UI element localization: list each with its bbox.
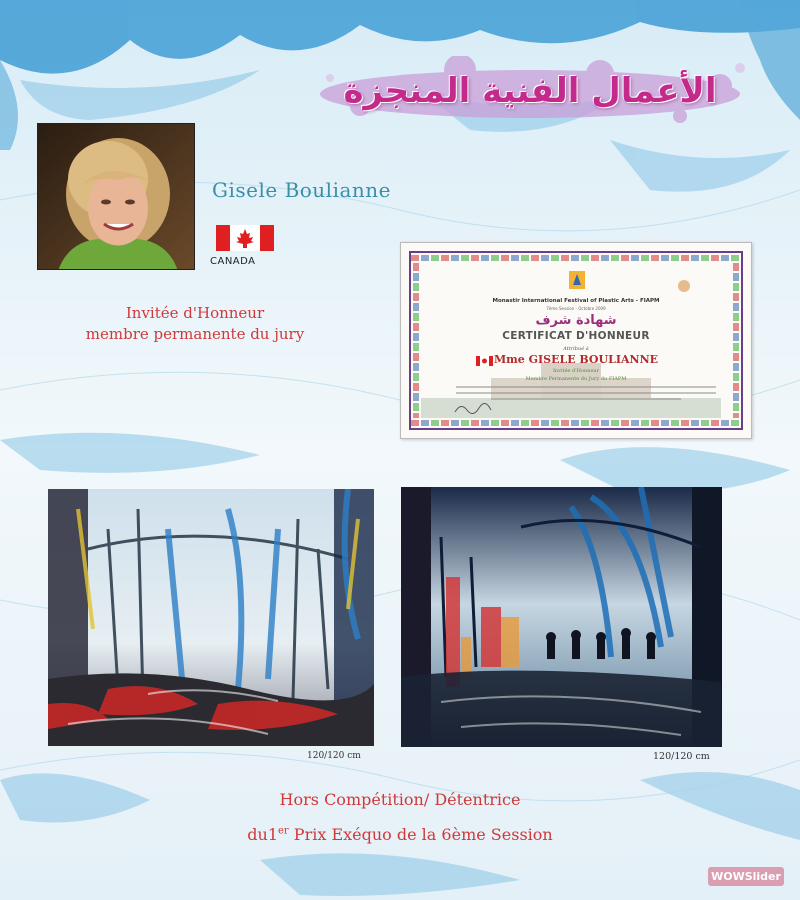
artist-portrait bbox=[37, 123, 195, 270]
certificate-flags-top bbox=[411, 255, 741, 261]
award-suffix: Prix Exéquo de la 6ème Session bbox=[288, 825, 553, 844]
festival-logo-icon bbox=[567, 269, 587, 291]
certificate-text-line bbox=[491, 398, 681, 400]
certificate-flags-bottom bbox=[411, 420, 741, 426]
certificate-signature-icon bbox=[453, 400, 493, 418]
certificate-attributed: Attribué à bbox=[563, 346, 589, 352]
role-line-2: membre permanente du jury bbox=[85, 325, 305, 343]
certificate-text-line bbox=[456, 392, 716, 394]
page-title bbox=[300, 56, 760, 126]
title-text: الأعمال الفنية المنجزة bbox=[343, 71, 717, 111]
wowslider-watermark[interactable]: WOWSlider bbox=[708, 867, 784, 886]
portrait-image bbox=[38, 124, 195, 270]
certificate-title: CERTIFICAT D'HONNEUR bbox=[502, 330, 650, 342]
role-line-1: Invitée d'Honneur bbox=[125, 304, 265, 322]
certificate-seal-icon bbox=[677, 279, 691, 293]
certificate-text-line bbox=[456, 386, 716, 388]
painting-2-dimensions: 120/120 cm bbox=[653, 751, 710, 762]
certificate-recipient: Mme GISELE BOULIANNE bbox=[493, 353, 659, 366]
honor-certificate bbox=[400, 242, 752, 439]
certificate-session: 7ème Session - Octobre 2009 bbox=[546, 306, 606, 311]
country-label: CANADA bbox=[210, 256, 256, 267]
award-prefix: du1 bbox=[247, 825, 279, 844]
award-line-2 bbox=[180, 825, 620, 844]
certificate-role-2: Membre Permanente du Jury du FIAPM bbox=[525, 376, 627, 382]
painting-1-dimensions: 120/120 cm bbox=[307, 751, 361, 761]
artist-role bbox=[40, 303, 350, 345]
painting-1 bbox=[48, 489, 374, 746]
award-superscript: er bbox=[278, 825, 289, 837]
certificate-arabic-title: شهادة شرف bbox=[535, 313, 617, 328]
painting-2 bbox=[401, 487, 722, 747]
artist-name: Gisele Boulianne bbox=[212, 178, 391, 202]
canada-flag-icon bbox=[216, 225, 274, 251]
award-line-1: Hors Compétition/ Détentrice bbox=[279, 790, 521, 809]
certificate-role-1: Invitée d'Honneur bbox=[552, 368, 600, 374]
certificate-festival: Monastir International Festival of Plastic Arts - FIAPM bbox=[492, 298, 660, 304]
